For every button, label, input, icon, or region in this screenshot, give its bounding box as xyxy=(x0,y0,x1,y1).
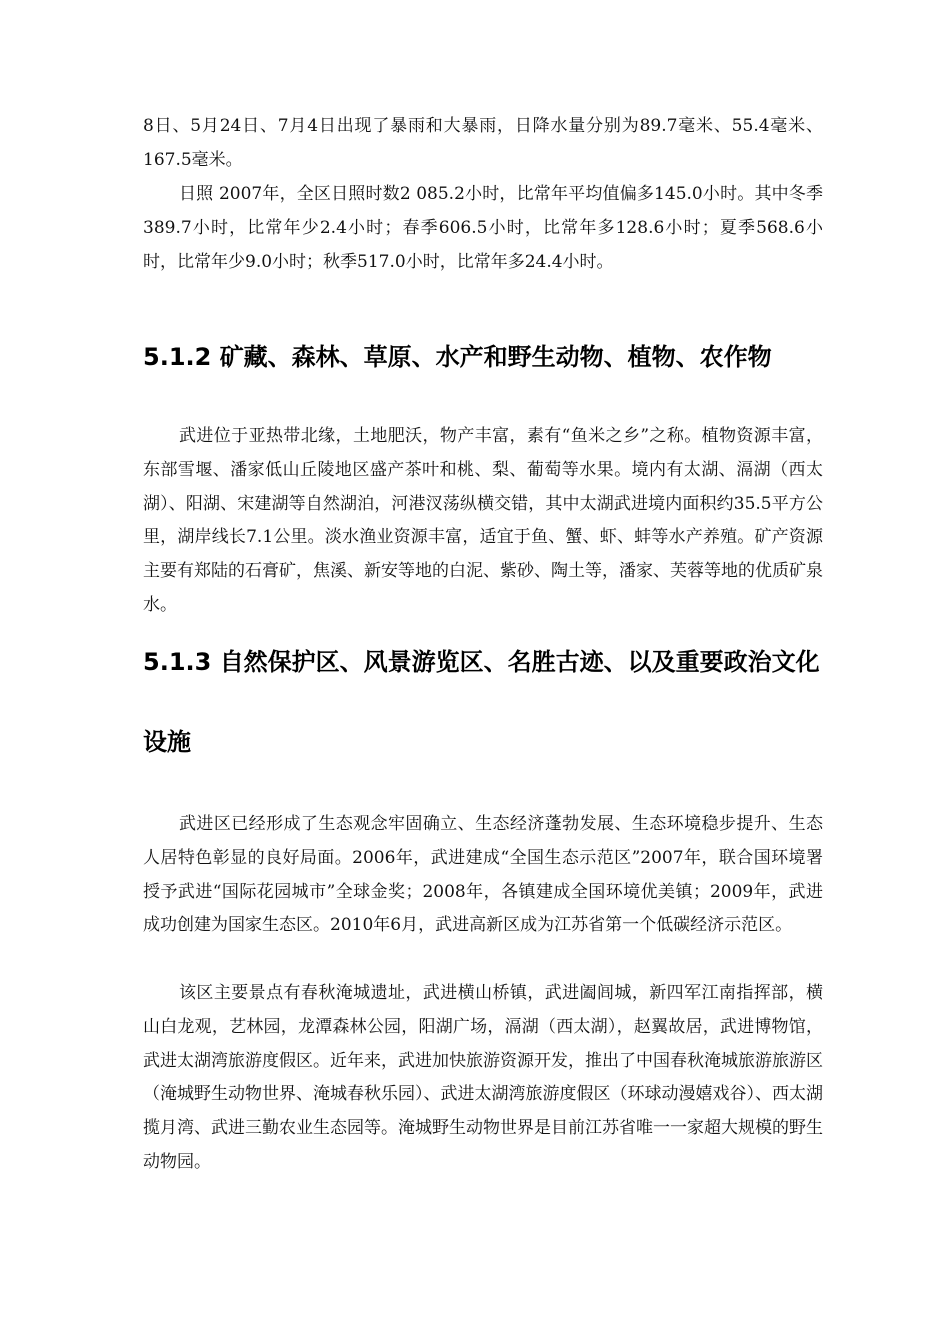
paragraph-resources: 武进位于亚热带北缘，土地肥沃，物产丰富，素有“鱼米之乡”之称。植物资源丰富，东部雪堰、潘家低山丘陵地区盛产茶叶和桃、梨、葡萄等水果。境内有太湖、滆湖（西太湖）、阳湖、宋建湖等自然湖泊，河港汊荡纵横交错，其中太湖武进境内面积约35.5平方公里，湖岸线长7.1公里。淡水渔业资源丰富，适宜于鱼、蟹、虾、蚌等水产养殖。矿产资源主要有郑陆的石膏矿，焦溪、新安等地的白泥、紫砂、陶土等，潘家、芙蓉等地的优质矿泉水。 xyxy=(143,426,823,615)
paragraph-sunshine: 日照 2007年，全区日照时数2 085.2小时，比常年平均值偏多145.0小时。其中冬季389.7小时，比常年少2.4小时；春季606.5小时，比常年多128.6小时；夏季568.6小时，比常年少9.0小时；秋季517.0小时，比常年多24.4小时。 xyxy=(143,184,823,272)
paragraph-ecology: 武进区已经形成了生态观念牢固确立、生态经济蓬勃发展、生态环境稳步提升、生态人居特色彰显的良好局面。2006年，武进建成“全国生态示范区”2007年，联合国环境署授予武进“国际花园城市”全球金奖；2008年，各镇建成全国环境优美镇；2009年，武进成功创建为国家生态区。2010年6月，武进高新区成为江苏省第一个低碳经济示范区。 xyxy=(143,814,823,936)
heading-5-1-3: 5.1.3 自然保护区、风景游览区、名胜古迹、以及重要政治文化设施 xyxy=(143,648,820,756)
paragraph-scenic-spots: 该区主要景点有春秋淹城遗址，武进横山桥镇，武进阖闾城，新四军江南指挥部，横山白龙观，艺林园，龙潭森林公园，阳湖广场，滆湖（西太湖），赵翼故居，武进博物馆，武进太湖湾旅游度假区。近年来，武进加快旅游资源开发，推出了中国春秋淹城旅游旅游区（淹城野生动物世界、淹城春秋乐园）、武进太湖湾旅游度假区（环球动漫嬉戏谷）、西太湖揽月湾、武进三勤农业生态园等。淹城野生动物世界是目前江苏省唯一一家超大规模的野生动物园。 xyxy=(143,983,823,1172)
paragraph-rainfall-continued: 8日、5月24日、7月4日出现了暴雨和大暴雨，日降水量分别为89.7毫米、55.4毫米、167.5毫米。 xyxy=(143,116,823,170)
heading-5-1-2: 5.1.2 矿藏、森林、草原、水产和野生动物、植物、农作物 xyxy=(143,343,772,371)
